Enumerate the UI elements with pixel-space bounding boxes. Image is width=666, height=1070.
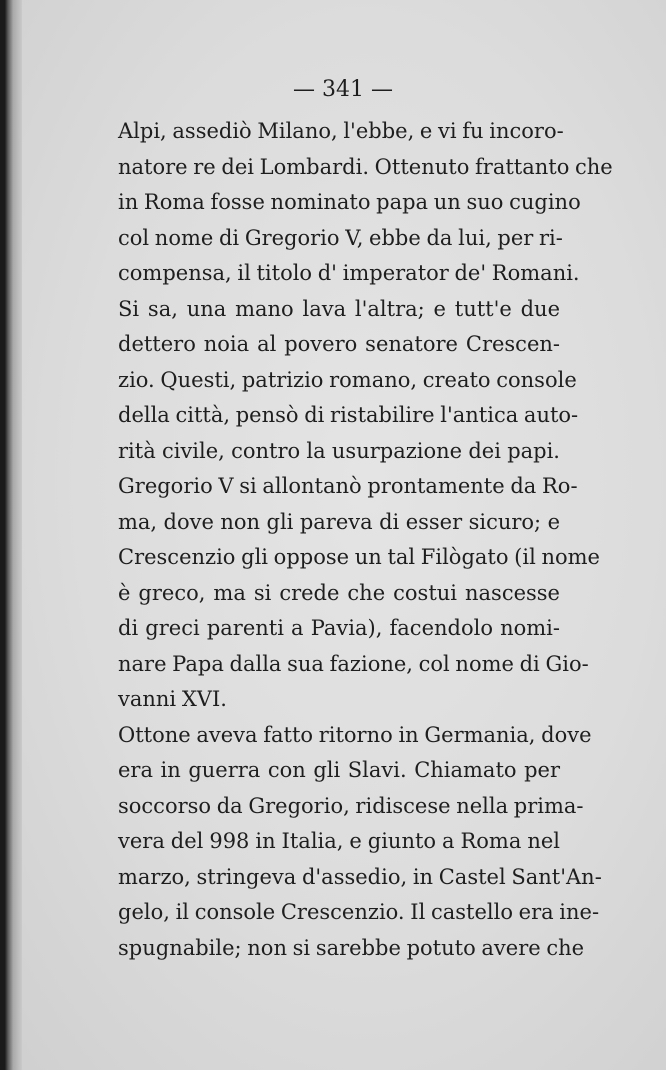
text-line: nare Papa dalla sua fazione, col nome di Gio- (118, 651, 589, 676)
text-line: zio. Questi, patrizio romano, creato console (118, 367, 577, 392)
text-line: è greco, ma si crede che costui nascesse (118, 580, 560, 605)
text-line: era in guerra con gli Slavi. Chiamato per (118, 758, 560, 782)
page-number: — 341 — (293, 77, 393, 102)
text-line: Si sa, una mano lava l'altra; e tutt'e due (118, 296, 560, 321)
text-line: natore re dei Lombardi. Ottenuto frattanto che (118, 154, 613, 179)
text-line: vera del 998 in Italia, e giunto a Roma nel (118, 829, 560, 853)
book-spine-shadow (0, 0, 22, 1070)
text-line: col nome di Gregorio V, ebbe da lui, per ri- (118, 225, 563, 250)
text-line: compensa, il titolo d' imperator de' Romani. (118, 261, 580, 285)
text-line: gelo, il console Crescenzio. Il castello era ine- (118, 900, 600, 924)
text-line: di greci parenti a Pavia), facendolo nomi- (118, 616, 560, 640)
text-line: in Roma fosse nominato papa un suo cugino (118, 190, 581, 214)
text-line: vanni XVI. (118, 687, 227, 711)
text-line: Gregorio V si allontanò prontamente da Ro- (118, 474, 578, 498)
text-line: soccorso da Gregorio, ridiscese nella prima- (118, 793, 584, 818)
body-text (118, 114, 613, 966)
text-line: spugnabile; non si sarebbe potuto avere che (118, 935, 585, 960)
text-line: della città, pensò di ristabilire l'antica auto- (118, 403, 579, 427)
text-line: dettero noia al povero senatore Crescen- (118, 332, 560, 356)
text-line: rità civile, contro la usurpazione dei papi. (118, 438, 560, 463)
text-line: marzo, stringeva d'assedio, in Castel Sant'An- (118, 864, 602, 889)
text-line: Ottone aveva fatto ritorno in Germania, dove (118, 722, 592, 747)
text-line: Alpi, assediò Milano, l'ebbe, e vi fu incoro- (118, 119, 564, 143)
text-line: Crescenzio gli oppose un tal Filògato (il nome (118, 545, 600, 569)
text-line: ma, dove non gli pareva di esser sicuro; e (118, 509, 560, 534)
